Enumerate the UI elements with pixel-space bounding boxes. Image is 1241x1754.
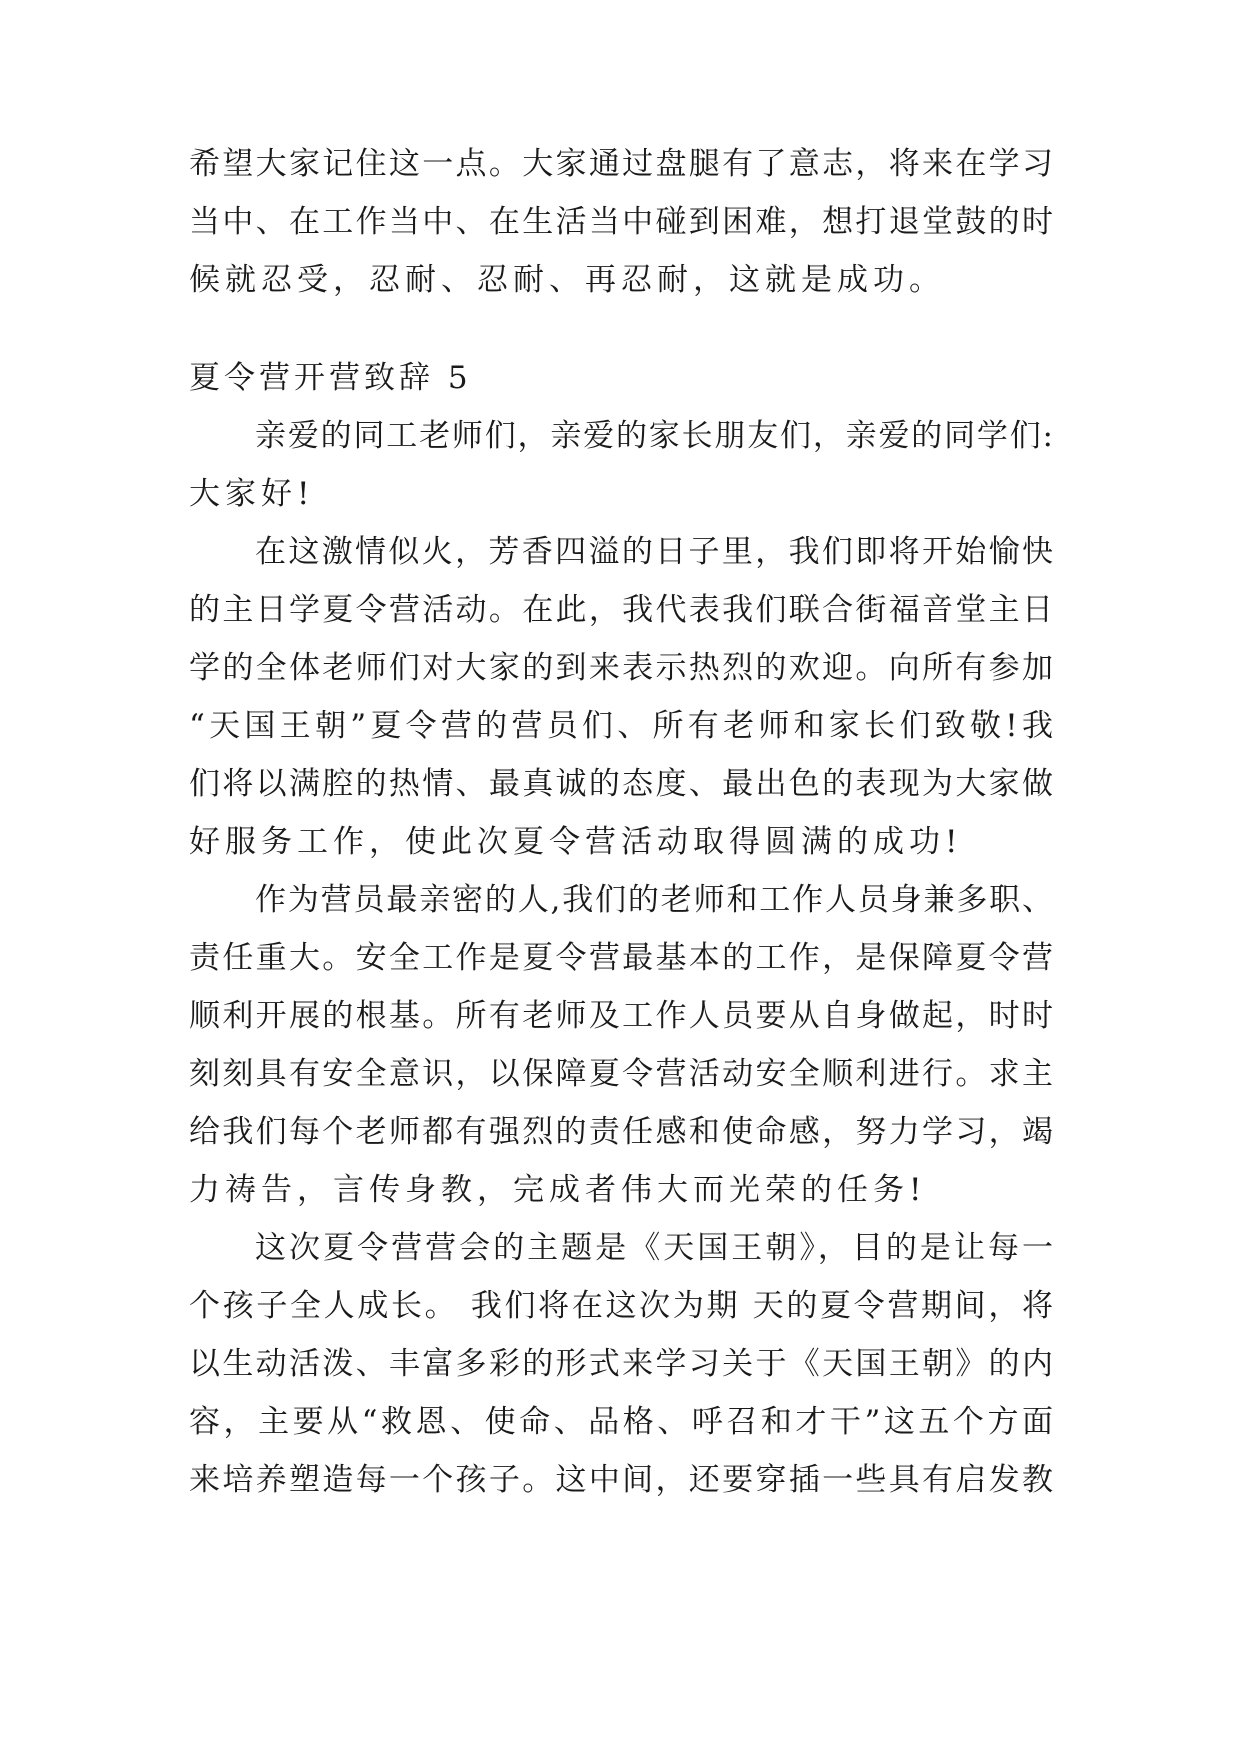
paragraph-line: 作为营员最亲密的人,我们的老师和工作人员身兼多职、: [255, 882, 1053, 918]
paragraph-line: “天国王朝”夏令营的营员们、所有老师和家长们致敬!我: [189, 708, 1053, 744]
text-line: 候就忍受，忍耐、忍耐、再忍耐，这就是成功。: [189, 262, 945, 298]
paragraph-line: 刻刻具有安全意识，以保障夏令营活动安全顺利进行。求主: [189, 1056, 1053, 1092]
paragraph-line: 以生动活泼、丰富多彩的形式来学习关于《天国王朝》的内: [189, 1346, 1053, 1382]
text-line: 当中、在工作当中、在生活当中碰到困难，想打退堂鼓的时: [189, 204, 1053, 240]
paragraph-line: 责任重大。安全工作是夏令营最基本的工作，是保障夏令营: [189, 940, 1053, 976]
paragraph-line: 学的全体老师们对大家的到来表示热烈的欢迎。向所有参加: [189, 650, 1053, 686]
section-title: 夏令营开营致辞 5: [189, 360, 472, 396]
text-line: 希望大家记住这一点。大家通过盘腿有了意志，将来在学习: [189, 146, 1053, 182]
paragraph-line: 在这激情似火，芳香四溢的日子里，我们即将开始愉快: [255, 534, 1053, 570]
paragraph-line: 个孩子全人成长。 我们将在这次为期 天的夏令营期间，将: [189, 1288, 1053, 1324]
paragraph-line: 们将以满腔的热情、最真诚的态度、最出色的表现为大家做: [189, 766, 1053, 802]
paragraph-line: 好服务工作，使此次夏令营活动取得圆满的成功!: [189, 824, 963, 860]
greeting-line: 大家好!: [189, 476, 315, 512]
paragraph-line: 顺利开展的根基。所有老师及工作人员要从自身做起，时时: [189, 998, 1053, 1034]
paragraph-line: 的主日学夏令营活动。在此，我代表我们联合街福音堂主日: [189, 592, 1053, 628]
paragraph-line: 容，主要从“救恩、使命、品格、呼召和才干”这五个方面: [189, 1404, 1053, 1440]
paragraph-line: 来培养塑造每一个孩子。这中间，还要穿插一些具有启发教: [189, 1462, 1053, 1498]
paragraph-line: 这次夏令营营会的主题是《天国王朝》，目的是让每一: [255, 1230, 1053, 1266]
paragraph-line: 力祷告，言传身教，完成者伟大而光荣的任务!: [189, 1172, 927, 1208]
paragraph-line: 给我们每个老师都有强烈的责任感和使命感，努力学习，竭: [189, 1114, 1053, 1150]
greeting-line: 亲爱的同工老师们，亲爱的家长朋友们，亲爱的同学们:: [255, 418, 1053, 454]
